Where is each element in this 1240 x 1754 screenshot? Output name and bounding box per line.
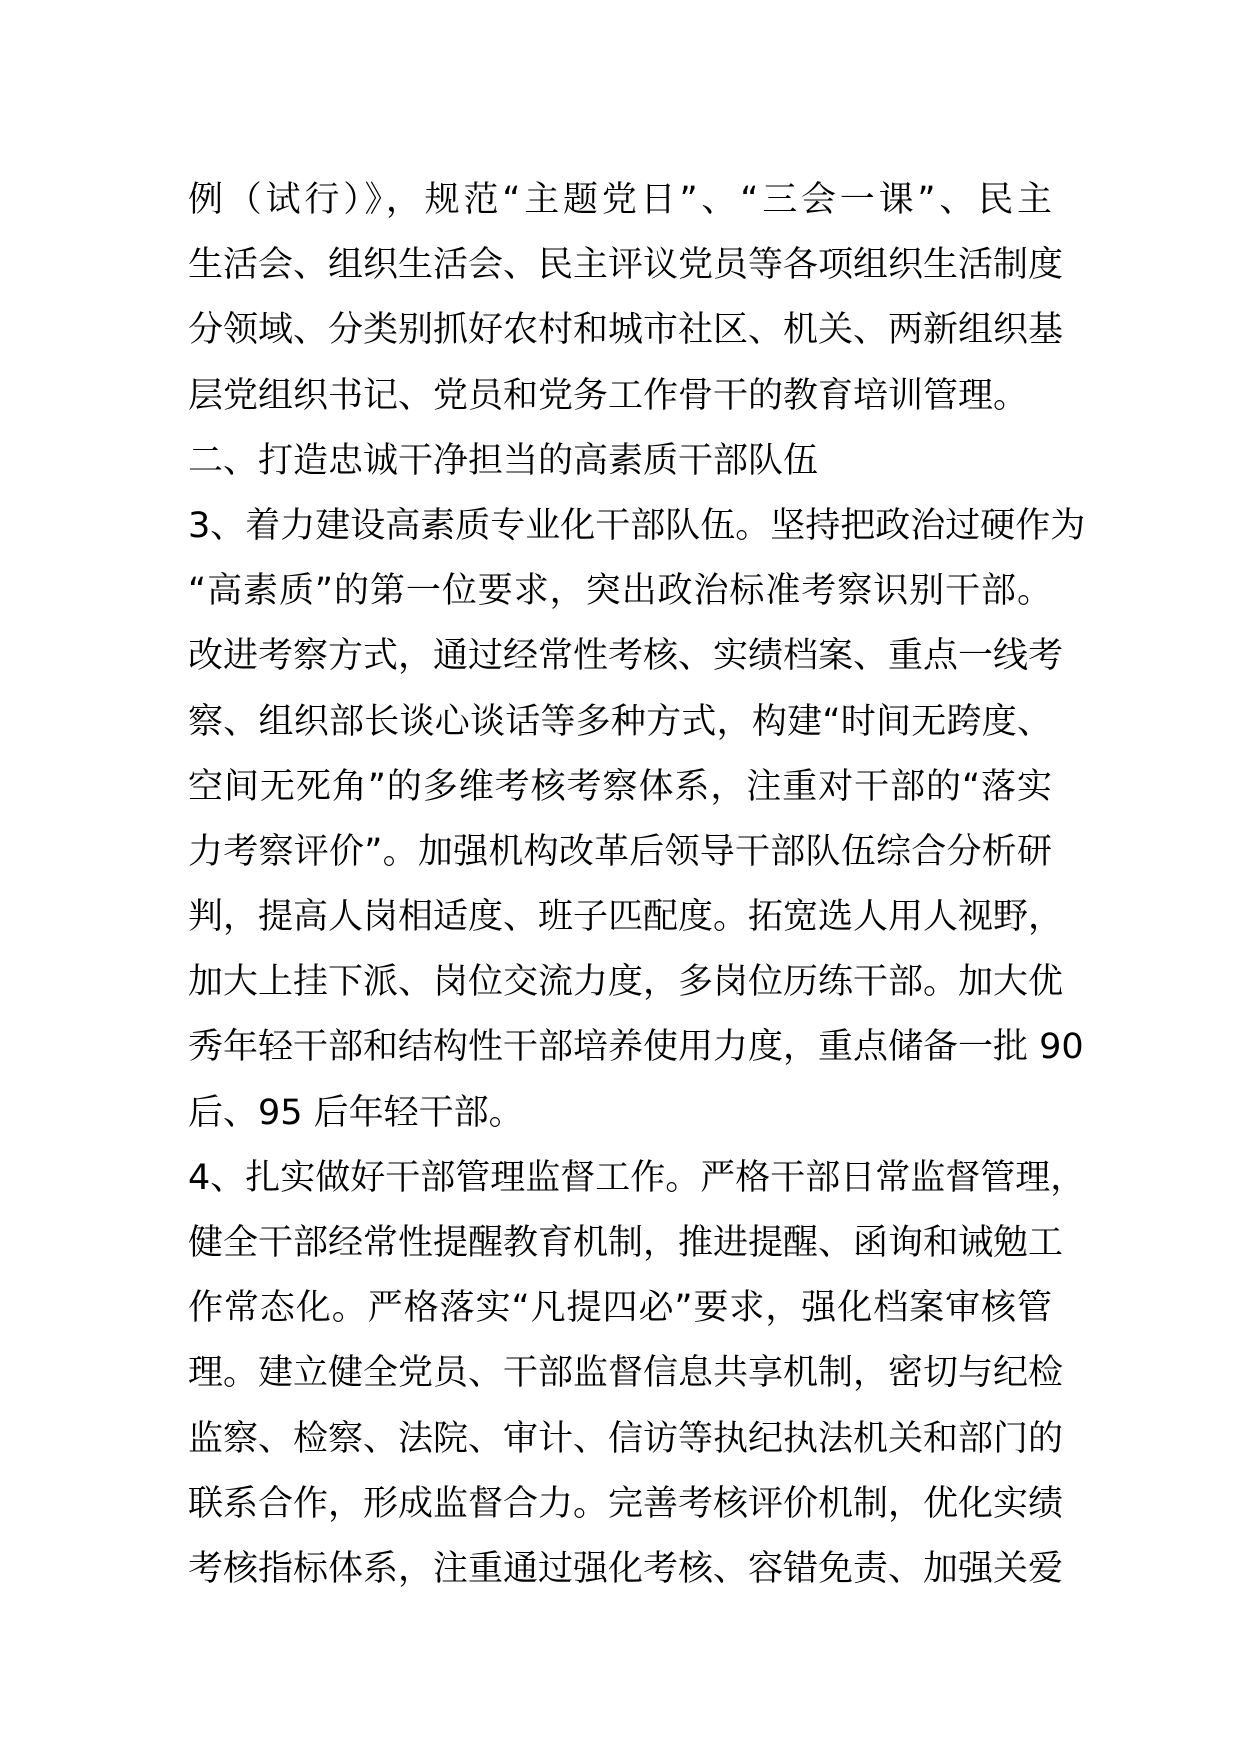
text-line: 秀年轻干部和结构性干部培养使用力度，重点储备一批 90	[188, 1027, 1084, 1068]
text-line: 生活会、组织生活会、民主评议党员等各项组织生活制度	[188, 245, 1064, 286]
text-line: 联系合作，形成监督合力。完善考核评价机制，优化实绩	[188, 1483, 1064, 1524]
text-line: 健全干部经常性提醒教育机制，推进提醒、函询和诫勉工	[188, 1223, 1064, 1263]
text-line: 理。建立健全党员、干部监督信息共享机制，密切与纪检	[188, 1353, 1064, 1394]
section-heading: 二、打造忠诚干净担当的高素质干部队伍	[188, 440, 819, 481]
text-line: 考核指标体系，注重通过强化考核、容错免责、加强关爱	[188, 1548, 1064, 1589]
text-line: 4、扎实做好干部管理监督工作。严格干部日常监督管理，	[188, 1157, 1086, 1198]
text-line: 3、着力建设高素质专业化干部队伍。坚持把政治过硬作为	[188, 505, 1086, 546]
text-line: 例（试行）》，规范“主题党日”、“三会一课”、民主	[188, 180, 1052, 220]
document-body	[188, 168, 1086, 1602]
text-line: 作常态化。严格落实“凡提四必”要求，强化档案审核管	[188, 1288, 1052, 1329]
text-line: 加大上挂下派、岗位交流力度，多岗位历练干部。加大优	[188, 962, 1064, 1003]
text-line: 层党组织书记、党员和党务工作骨干的教育培训管理。	[188, 375, 1029, 416]
text-line: 空间无死角”的多维考核考察体系，注重对干部的“落实	[188, 766, 1052, 807]
text-line: 判，提高人岗相适度、班子匹配度。拓宽选人用人视野，	[188, 897, 1064, 938]
text-line: 力考察评价”。加强机构改革后领导干部队伍综合分析研	[188, 831, 1052, 872]
text-line: 分领域、分类别抓好农村和城市社区、机关、两新组织基	[188, 310, 1064, 351]
text-line: 监察、检察、法院、审计、信访等执纪执法机关和部门的	[188, 1418, 1064, 1459]
text-line: 察、组织部长谈心谈话等多种方式，构建“时间无跨度、	[188, 701, 1052, 742]
text-line: 后、95 后年轻干部。	[188, 1092, 524, 1133]
text-line: “高素质”的第一位要求，突出政治标准考察识别干部。	[188, 571, 1052, 612]
text-line: 改进考察方式，通过经常性考核、实绩档案、重点一线考	[188, 636, 1064, 677]
